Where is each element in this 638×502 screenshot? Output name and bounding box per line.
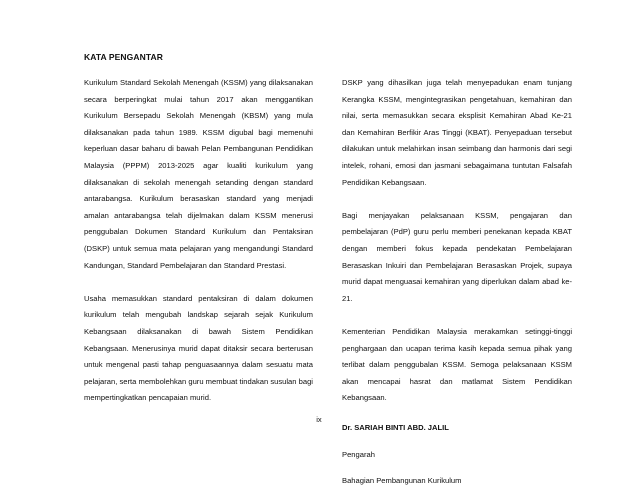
signatory-name: Dr. SARIAH BINTI ABD. JALIL <box>342 423 449 433</box>
paragraph: Usaha memasukkan standard pentaksiran di dalam dokumen kurikulum telah mengubah landskap sejarah sejak Kurikulum Kebangsaan dilaksanakan di bawah Sistem Pendidikan Kebangsaan. Menerusinya murid dapat ditaksir secara berterusan untuk mengenal pasti tahap penguasaannya dalam sesuatu mata pelajaran, serta membolehkan guru membuat tindakan susulan bagi mempertingkatkan pencapaian murid. <box>84 293 313 403</box>
left-column <box>84 75 313 423</box>
signature-block <box>342 423 572 485</box>
signatory-title: Pengarah <box>342 449 375 459</box>
right-column <box>342 75 572 502</box>
paragraph: DSKP yang dihasilkan juga telah menyepadukan enam tunjang Kerangka KSSM, mengintegrasikan pengetahuan, kemahiran dan nilai, serta memasukkan secara eksplisit Kemahiran Abad Ke-21 dan Kemahiran Berfikir Aras Tinggi (KBAT). Penyepaduan tersebut dilakukan untuk melahirkan insan seimbang dan harmonis dari segi intelek, rohani, emosi dan jasmani sebagaimana tuntutan Falsafah Pendidikan Kebangsaan. <box>342 78 572 187</box>
page-number: ix <box>316 415 322 424</box>
signatory-department: Bahagian Pembangunan Kurikulum <box>342 475 462 485</box>
paragraph: Kementerian Pendidikan Malaysia merakamkan setinggi-tinggi penghargaan dan ucapan terima kasih kepada semua pihak yang terlibat dalam penggubalan KSSM. Semoga pelaksanaan KSSM akan mencapai hasrat dan matlamat Sistem Pendidikan Kebangsaan. <box>342 326 572 403</box>
paragraph: Kurikulum Standard Sekolah Menengah (KSSM) yang dilaksanakan secara berperingkat mulai tahun 2017 akan menggantikan Kurikulum Bersepadu Sekolah Menengah (KBSM) yang mula dilaksanakan pada tahun 1989. KSSM digubal bagi memenuhi keperluan dasar baharu di bawah Pelan Pembangunan Pendidikan Malaysia (PPPM) 2013-2025 agar kualiti kurikulum yang dilaksanakan di sekolah menengah setanding dengan standard antarabangsa. Kurikulum berasaskan standard yang menjadi amalan antarabangsa telah dijelmakan dalam KSSM menerusi penggubalan Dokumen Standard Kurikulum dan Pentaksiran (DSKP) untuk semua mata pelajaran yang mengandungi Standard Kandungan, Standard Pembelajaran dan Standard Prestasi. <box>84 78 313 270</box>
page-heading: KATA PENGANTAR <box>84 52 163 62</box>
paragraph: Bagi menjayakan pelaksanaan KSSM, pengajaran dan pembelajaran (PdP) guru perlu memberi penekanan kepada KBAT dengan memberi fokus kepada pendekatan Pembelajaran Berasaskan Inkuiri dan Pembelajaran Berasaskan Projek, supaya murid dapat menguasai kemahiran yang diperlukan dalam abad ke-21. <box>342 210 572 303</box>
